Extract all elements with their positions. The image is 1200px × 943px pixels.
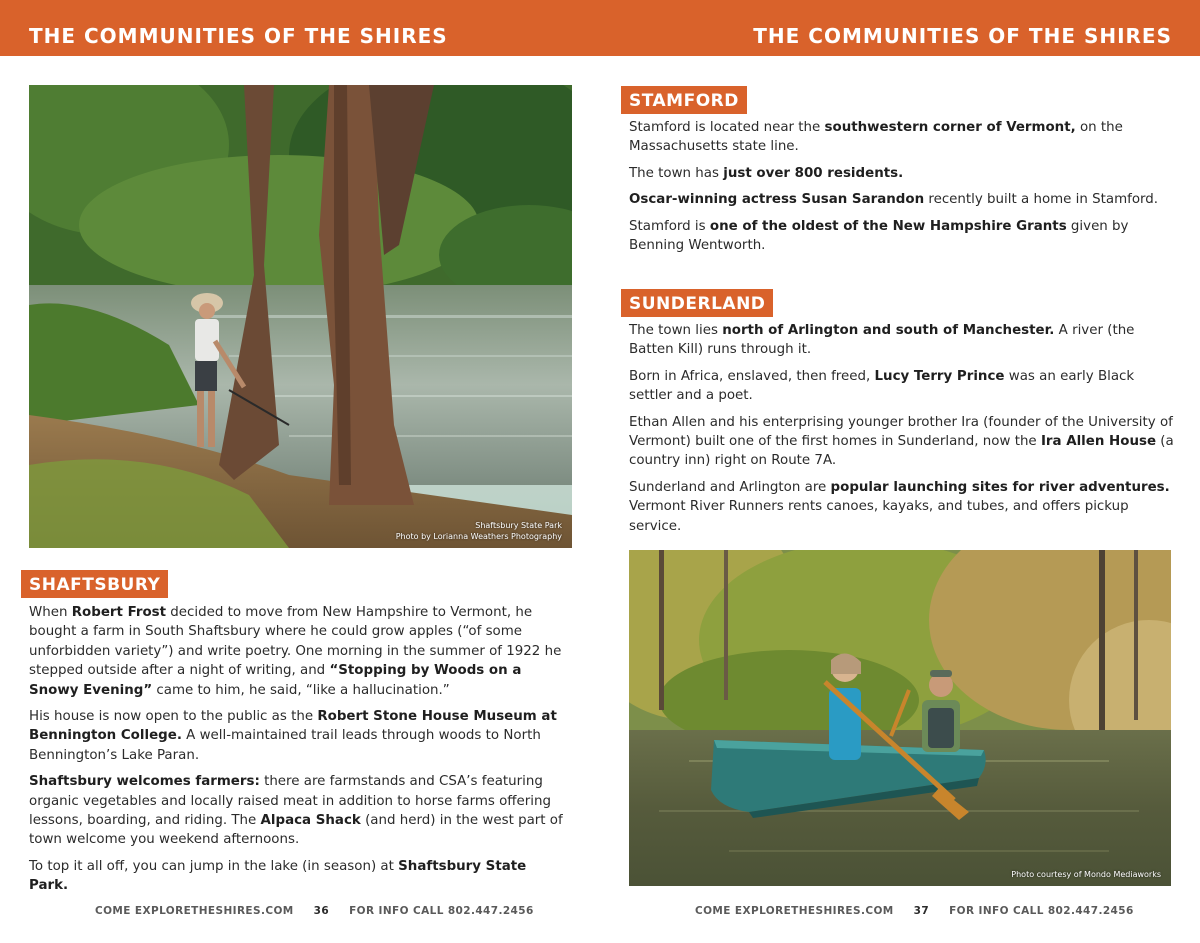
lake-photo-illustration xyxy=(29,85,572,548)
header-title-right: THE COMMUNITIES OF THE SHIRES xyxy=(753,24,1172,48)
footer-right xyxy=(695,905,1134,917)
lake-photo-caption xyxy=(396,520,562,542)
stamford-text xyxy=(629,118,1177,262)
header-title-left: THE COMMUNITIES OF THE SHIRES xyxy=(29,24,448,48)
footer-right-site: COME EXPLORETHESHIRES.COM xyxy=(695,905,894,917)
shaftsbury-paragraph-2: His house is now open to the public as the Robert Stone House Museum at Bennington College. A well-maintained trail leads through woods to North Bennington’s Lake Paran. xyxy=(29,709,557,763)
shaftsbury-paragraph-4: To top it all off, you can jump in the lake (in season) at Shaftsbury State Park. xyxy=(29,858,527,894)
canoe-photo-illustration xyxy=(629,550,1171,886)
footer-left xyxy=(95,905,534,917)
page-number-left: 36 xyxy=(313,905,330,917)
shaftsbury-heading: SHAFTSBURY xyxy=(21,570,168,598)
stamford-heading: STAMFORD xyxy=(621,86,747,114)
shaftsbury-lake-photo xyxy=(29,85,572,548)
shaftsbury-text xyxy=(29,603,569,903)
stamford-paragraph-4: Stamford is one of the oldest of the New Hampshire Grants given by Benning Wentworth. xyxy=(629,218,1129,254)
page-number-right: 37 xyxy=(913,905,930,917)
lake-photo-caption-line1: Shaftsbury State Park xyxy=(475,521,562,530)
sunderland-paragraph-3: Ethan Allen and his enterprising younger brother Ira (founder of the University of Vermont) built one of the first homes in Sunderland, now the Ira Allen House (a country inn) right on Route 7A. xyxy=(629,414,1174,469)
sunderland-text xyxy=(629,321,1177,543)
shaftsbury-paragraph-1: When Robert Frost decided to move from New Hampshire to Vermont, he bought a farm in South Shaftsbury where he could grow apples (“of some unforbidden variety”) and write poetry. One morning in the summer of 1922 he stepped outside after a night of writing, and “Stopping by Woods on a Snowy Evening” came to him, he said, “like a hallucination.” xyxy=(29,605,562,698)
sunderland-paragraph-4: Sunderland and Arlington are popular launching sites for river adventures. Vermont River Runners rents canoes, kayaks, and tubes, and offers pickup service. xyxy=(629,479,1170,534)
footer-right-phone: FOR INFO CALL 802.447.2456 xyxy=(949,905,1134,917)
footer-left-site: COME EXPLORETHESHIRES.COM xyxy=(95,905,294,917)
sunderland-heading: SUNDERLAND xyxy=(621,289,773,317)
stamford-paragraph-1: Stamford is located near the southwestern corner of Vermont, on the Massachusetts state line. xyxy=(629,120,1123,155)
canoe-photo xyxy=(629,550,1171,886)
stamford-paragraph-2: The town has just over 800 residents. xyxy=(629,165,904,181)
shaftsbury-paragraph-3: Shaftsbury welcomes farmers: there are farmstands and CSA’s featuring organic vegetables and locally raised meat in addition to horse farms offering lessons, boarding, and riding. The Alpaca Shack (and herd) in the west part of town welcome you weekend afternoons. xyxy=(29,774,563,848)
lake-photo-caption-line2: Photo by Lorianna Weathers Photography xyxy=(395,532,562,541)
sunderland-paragraph-1: The town lies north of Arlington and south of Manchester. A river (the Batten Kill) runs through it. xyxy=(629,323,1135,358)
canoe-photo-caption: Photo courtesy of Mondo Mediaworks xyxy=(1011,870,1161,879)
stamford-paragraph-3: Oscar-winning actress Susan Sarandon recently built a home in Stamford. xyxy=(629,192,1159,208)
header-bar xyxy=(0,0,1200,56)
sunderland-paragraph-2: Born in Africa, enslaved, then freed, Lucy Terry Prince was an early Black settler and a poet. xyxy=(629,368,1135,404)
footer-left-phone: FOR INFO CALL 802.447.2456 xyxy=(349,905,534,917)
